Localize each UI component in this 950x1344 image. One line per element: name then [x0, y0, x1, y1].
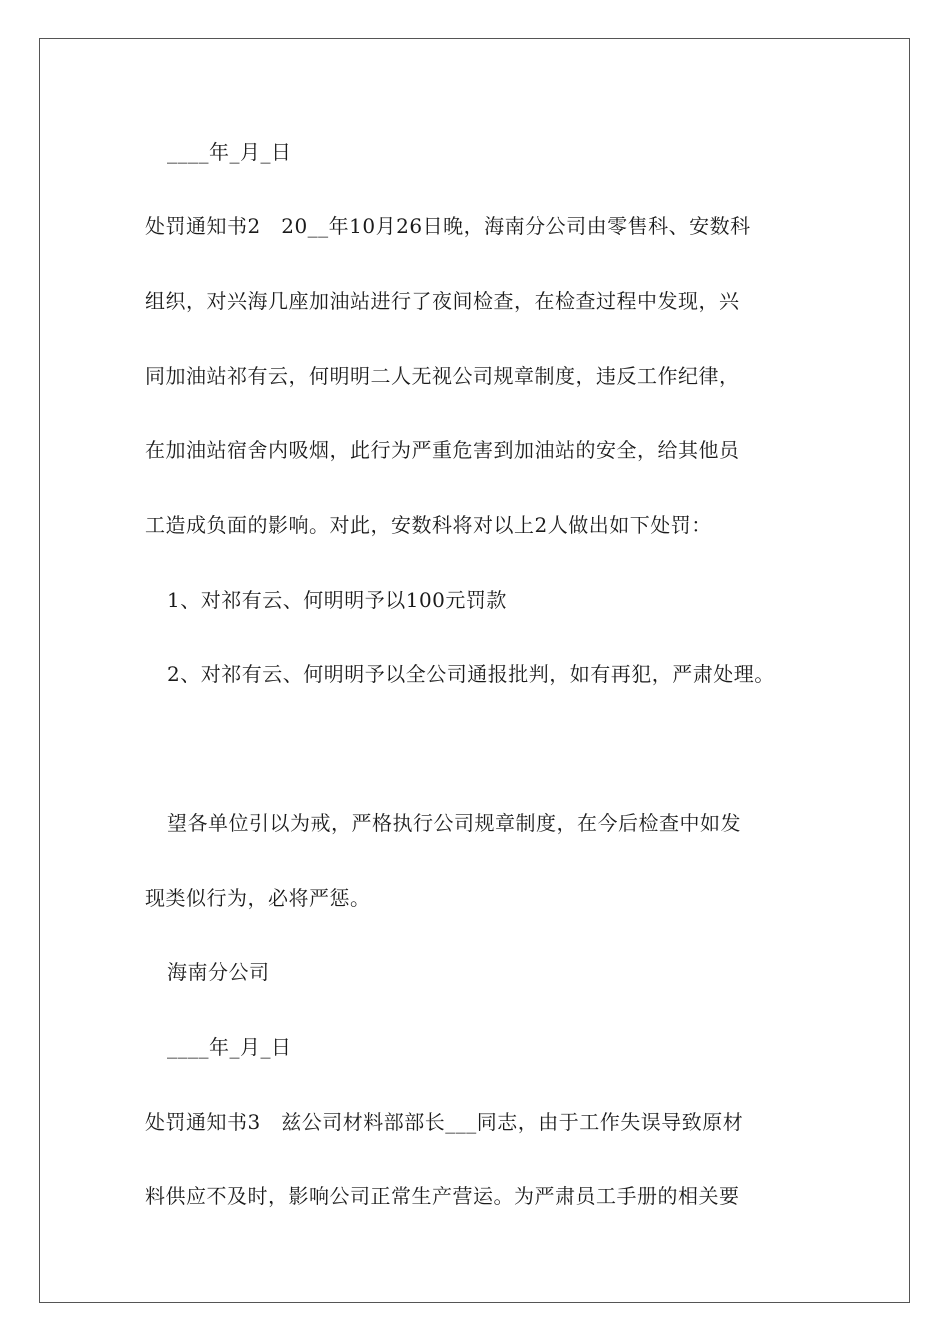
notice-2-line-3: 同加油站祁有云，何明明二人无视公司规章制度，违反工作纪律，	[145, 364, 740, 388]
notice-2-line-5: 工造成负面的影响。对此，安数科将对以上2人做出如下处罚：	[145, 513, 712, 537]
date-line-2: ____年_月_日	[167, 1035, 292, 1059]
date-line-1: ____年_月_日	[167, 140, 292, 164]
notice-3-line-2: 料供应不及时，影响公司正常生产营运。为严肃员工手册的相关要	[145, 1184, 740, 1208]
notice-3-line-1: 处罚通知书3 兹公司材料部部长___同志，由于工作失误导致原材	[145, 1110, 744, 1134]
penalty-item-2: 2、对祁有云、何明明予以全公司通报批判，如有再犯，严肃处理。	[167, 662, 775, 686]
warning-line-2: 现类似行为，必将严惩。	[145, 886, 371, 910]
notice-2-line-4: 在加油站宿舍内吸烟，此行为严重危害到加油站的安全，给其他员	[145, 438, 740, 462]
signature-company: 海南分公司	[167, 960, 270, 984]
penalty-item-1: 1、对祁有云、何明明予以100元罚款	[167, 588, 507, 612]
warning-line-1: 望各单位引以为戒，严格执行公司规章制度，在今后检查中如发	[167, 811, 741, 835]
notice-2-line-2: 组织，对兴海几座加油站进行了夜间检查，在检查过程中发现，兴	[145, 289, 740, 313]
notice-2-line-1: 处罚通知书2 20__年10月26日晚，海南分公司由零售科、安数科	[145, 214, 751, 238]
